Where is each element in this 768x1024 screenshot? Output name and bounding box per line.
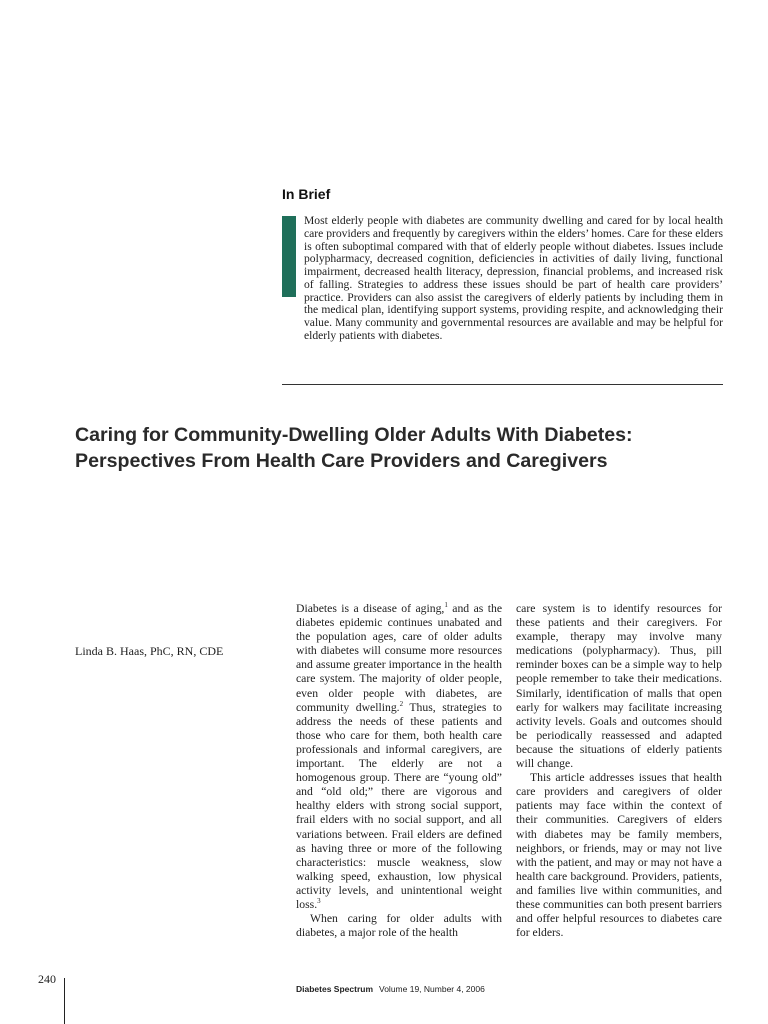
reference-marker: 3 [317,897,321,906]
article-title: Caring for Community-Dwelling Older Adults With Diabetes: Perspectives From Health Care Providers and Caregivers [75,424,633,472]
body-paragraph: This article addresses issues that health care providers and caregivers of older patients may face within the context of their communities. Caregivers of elders with diabetes may be family members, neighbors, or friends, may or may not live with the patient, and may or may not have a health care background. Providers, patients, and families live within communities, and these communities can both present barriers and offer helpful resources to diabetes care for elders. [516,771,722,940]
in-brief-heading: In Brief [282,186,331,202]
body-paragraph [296,602,502,912]
body-column-2 [516,602,722,940]
page-number: 240 [38,972,56,986]
body-paragraph: When caring for older adults with diabetes, a major role of the health [296,912,502,940]
in-brief-abstract: Most elderly people with diabetes are community dwelling and cared for by local health care providers and frequently by caregivers within the elders’ homes. Care for these elders is often suboptimal compared with that of elderly people without diabetes. Issues include polypharmacy, decreased cognition, deficiencies in activities of daily living, functional impairment, decreased health literacy, depression, financial problems, and increased risk of falling. Strategies to address these issues should be part of health care providers’ practice. Providers can also assist the caregivers of elderly patients by including them in the medical plan, identifying support systems, providing respite, and acknowledging their value. Many community and governmental resources are available and may be helpful for elderly patients with diabetes. [304,214,723,342]
reference-marker: 2 [399,699,404,708]
in-brief-accent-bar [282,216,296,297]
running-footer [296,984,485,994]
page-margin-rule [64,978,65,1024]
author-byline: Linda B. Haas, PhC, RN, CDE [75,644,224,658]
body-column-1 [296,602,502,940]
issue-info: Volume 19, Number 4, 2006 [379,984,485,994]
body-text: and as the diabetes epidemic continues unabated and the population ages, care of older adults with diabetes will consume more resources and assume greater importance in the health care system. The majority of older people, even older people with diabetes, are community dwelling. [296,602,503,714]
body-paragraph: care system is to identify resources for these patients and their caregivers. For example, therapy may involve many medications (polypharmacy). Thus, pill reminder boxes can be a simple way to help people remember to take their medications. Similarly, identification of malls that open early for walkers may facilitate increasing activity levels. Goals and outcomes should be periodically reassessed and adapted because the situations of elderly patients will change. [516,602,722,771]
body-text: Diabetes is a disease of aging, [296,602,445,615]
journal-name: Diabetes Spectrum [296,984,373,994]
reference-marker: 1 [444,601,448,610]
body-text: Thus, strategies to address the needs of these patients and those who care for them, both health care professionals and informal caregivers, are important. The elderly are not a homogenous group. There are “young old” and “old old;” there are vigorous and healthy elders with strong social support, frail elders with no social support, and all variations between. Frail elders are defined as having three or more of the following characteristics: muscle weakness, slow walking speed, exhaustion, low physical activity levels, and unintentional weight loss. [296,700,502,911]
in-brief-divider [282,384,723,385]
